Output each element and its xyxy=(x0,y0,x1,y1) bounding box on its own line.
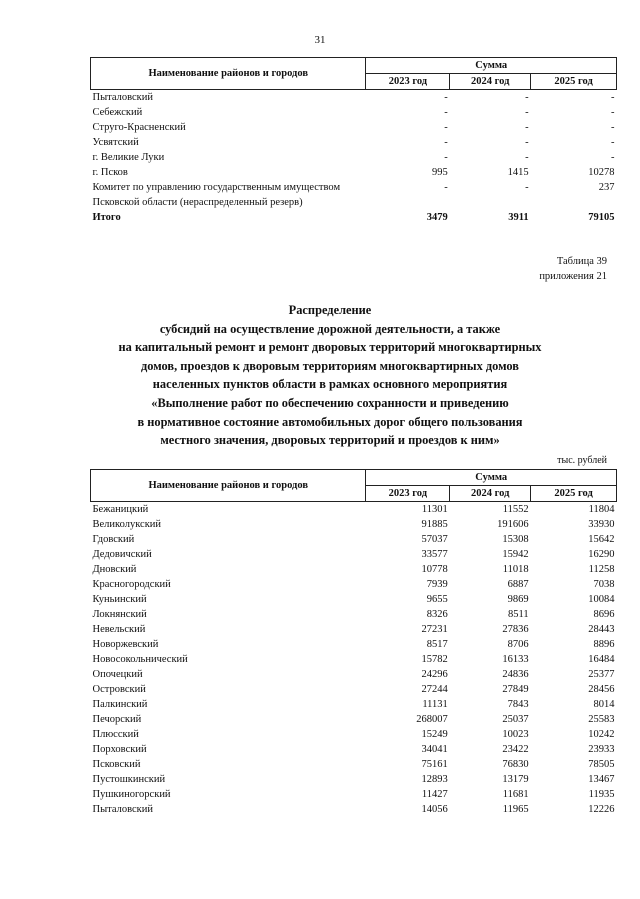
value-2023: 27231 xyxy=(421,624,448,635)
value-2025: - xyxy=(611,137,615,148)
row-name: Гдовский xyxy=(92,534,135,545)
table-row xyxy=(91,180,617,210)
value-2024: 27836 xyxy=(502,624,529,635)
value-2023: 995 xyxy=(432,167,448,178)
value-2025: 8014 xyxy=(593,699,615,710)
value-2025: 23933 xyxy=(588,744,615,755)
value-2023: 11131 xyxy=(422,699,448,710)
value-2024: 8511 xyxy=(508,609,529,620)
table-row xyxy=(91,787,617,802)
table-row xyxy=(91,757,617,772)
row-name: Усвятский xyxy=(92,137,139,148)
value-2025: 25583 xyxy=(588,714,615,725)
value-2025: 16484 xyxy=(588,654,615,665)
table-row xyxy=(91,772,617,787)
table-row xyxy=(91,517,617,532)
value-2023: 11427 xyxy=(421,789,448,800)
value-2025: 28456 xyxy=(588,684,615,695)
row-name: Островский xyxy=(92,684,146,695)
value-2025: 33930 xyxy=(588,519,615,530)
table-row xyxy=(91,742,617,757)
column-header-2025: 2025 год xyxy=(531,486,617,502)
value-2024: 8706 xyxy=(507,639,529,650)
table-row xyxy=(91,165,617,180)
total-row xyxy=(91,210,617,225)
heading-line: на капитальный ремонт и ремонт дворовых территорий многоквартирных xyxy=(118,340,542,355)
value-2024: - xyxy=(525,137,529,148)
value-2025: 13467 xyxy=(588,774,615,785)
row-name: Плюсский xyxy=(92,729,139,740)
units-label: тыс. рублей xyxy=(557,455,607,466)
value-2024: 27849 xyxy=(502,684,529,695)
row-name: Пушкиногорский xyxy=(92,789,171,800)
table-row xyxy=(91,652,617,667)
value-2023: 24296 xyxy=(421,669,448,680)
value-2023: 15782 xyxy=(421,654,448,665)
value-2025: 8696 xyxy=(593,609,615,620)
value-2023: 57037 xyxy=(421,534,448,545)
value-2023: 268007 xyxy=(416,714,448,725)
value-2025: 10242 xyxy=(588,729,615,740)
heading-line: субсидий на осуществление дорожной деятельности, а также xyxy=(159,321,501,336)
table-row xyxy=(91,637,617,652)
row-name: Пустошкинский xyxy=(92,774,166,785)
value-2024: 11018 xyxy=(502,564,529,575)
value-2023: 33577 xyxy=(421,549,448,560)
column-header-name: Наименование районов и городов xyxy=(91,58,366,90)
value-2024: - xyxy=(525,122,529,133)
row-name: Псковский xyxy=(92,759,141,770)
value-2023: 14056 xyxy=(421,804,448,815)
column-header-2023: 2023 год xyxy=(366,74,450,90)
value-2023: 12893 xyxy=(421,774,448,785)
value-2024: 11965 xyxy=(502,804,529,815)
value-2025: 11258 xyxy=(588,564,615,575)
row-name: Струго-Красненский xyxy=(92,122,186,133)
row-name: Дновский xyxy=(92,564,137,575)
table-row xyxy=(91,502,617,518)
row-name: Новоржевский xyxy=(92,639,159,650)
table-row xyxy=(91,682,617,697)
value-2025: 7038 xyxy=(593,579,615,590)
table-row xyxy=(91,622,617,637)
row-name: Порховский xyxy=(92,744,147,755)
value-2024: 25037 xyxy=(502,714,529,725)
value-2024: 191606 xyxy=(497,519,529,530)
row-name: Себежский xyxy=(92,107,143,118)
value-2023: 15249 xyxy=(421,729,448,740)
value-2024: 9869 xyxy=(507,594,529,605)
page-number: 31 xyxy=(314,34,326,46)
value-2024: 6887 xyxy=(507,579,529,590)
row-name: Печорский xyxy=(92,714,142,725)
table-number-note: Таблица 39 xyxy=(556,256,607,267)
table-row xyxy=(91,577,617,592)
table-row xyxy=(91,90,617,106)
continuation-table xyxy=(90,57,617,225)
value-2025: 8896 xyxy=(593,639,615,650)
heading-line: в нормативное состояние автомобильных дорог общего пользования xyxy=(137,414,523,429)
table-row xyxy=(91,150,617,165)
value-2024: 1415 xyxy=(507,167,529,178)
heading-line: Распределение xyxy=(288,303,372,317)
value-2023: - xyxy=(444,122,448,133)
row-name: Великолукский xyxy=(92,519,162,530)
value-2023: 75161 xyxy=(421,759,448,770)
table-row xyxy=(91,727,617,742)
row-name: Палкинский xyxy=(92,699,148,710)
table-row xyxy=(91,697,617,712)
value-2023: 8326 xyxy=(426,609,448,620)
total-label: Итого xyxy=(92,212,121,223)
table-row xyxy=(91,607,617,622)
value-2024: 15308 xyxy=(502,534,529,545)
value-2025: 237 xyxy=(598,182,615,193)
value-2023: 11301 xyxy=(421,504,448,515)
value-2025: 10084 xyxy=(588,594,615,605)
row-name: г. Великие Луки xyxy=(92,152,165,163)
document-heading xyxy=(60,301,600,450)
value-2025: 16290 xyxy=(588,549,615,560)
row-name: Пыталовский xyxy=(92,92,153,103)
value-2024: - xyxy=(525,107,529,118)
value-2023: 34041 xyxy=(421,744,448,755)
table-row xyxy=(91,802,617,817)
value-2024: 23422 xyxy=(502,744,529,755)
value-2023: - xyxy=(444,92,448,103)
table-row xyxy=(91,547,617,562)
heading-line: местного значения, дворовых территорий и проездов к ним» xyxy=(160,433,500,448)
column-header-2025: 2025 год xyxy=(531,74,617,90)
value-2023: 8517 xyxy=(426,639,448,650)
value-2024: 13179 xyxy=(502,774,529,785)
value-2024: 7843 xyxy=(507,699,529,710)
row-name: Локнянский xyxy=(92,609,147,620)
table-row xyxy=(91,120,617,135)
value-2025: 15642 xyxy=(588,534,615,545)
row-name: Дедовичский xyxy=(92,549,152,560)
heading-line: «Выполнение работ по обеспечению сохранности и приведению xyxy=(151,395,509,410)
row-name: Куньинский xyxy=(92,594,147,605)
column-header-2024: 2024 год xyxy=(450,74,531,90)
value-2025: - xyxy=(611,152,615,163)
value-2024: - xyxy=(525,152,529,163)
value-2025: 12226 xyxy=(588,804,615,815)
heading-line: населенных пунктов области в рамках основного мероприятия xyxy=(152,377,508,392)
value-2023: 91885 xyxy=(421,519,448,530)
value-2025: 28443 xyxy=(588,624,615,635)
column-header-sum: Сумма xyxy=(366,58,617,74)
row-name: Невельский xyxy=(92,624,146,635)
value-2023: 10778 xyxy=(421,564,448,575)
value-2024: 11681 xyxy=(502,789,529,800)
value-2024: - xyxy=(525,92,529,103)
value-2024: 24836 xyxy=(502,669,529,680)
row-name: Комитет по управлению государственным имуществом Псковской области (нераспределенный резерв) xyxy=(92,182,341,208)
value-2025: 11935 xyxy=(588,789,615,800)
value-2024: 76830 xyxy=(502,759,529,770)
appendix-note: приложения 21 xyxy=(539,271,607,282)
table-row xyxy=(91,135,617,150)
value-2023: 9655 xyxy=(426,594,448,605)
value-2024: 16133 xyxy=(502,654,529,665)
value-2025: 10278 xyxy=(588,167,615,178)
value-2025: 25377 xyxy=(588,669,615,680)
value-2023: - xyxy=(444,107,448,118)
column-header-2024: 2024 год xyxy=(450,486,531,502)
column-header-name: Наименование районов и городов xyxy=(91,470,366,502)
column-header-2023: 2023 год xyxy=(366,486,450,502)
value-2025: - xyxy=(611,92,615,103)
value-2025: - xyxy=(611,107,615,118)
table-row xyxy=(91,667,617,682)
row-name: Бежаницкий xyxy=(92,504,149,515)
value-2024: 10023 xyxy=(502,729,529,740)
table-row xyxy=(91,105,617,120)
value-2023: - xyxy=(444,152,448,163)
row-name: Новосокольнический xyxy=(92,654,188,665)
table-row xyxy=(91,712,617,727)
value-2025: - xyxy=(611,122,615,133)
row-name: г. Псков xyxy=(92,167,128,178)
table-row xyxy=(91,562,617,577)
value-2023: - xyxy=(444,137,448,148)
row-name: Опочецкий xyxy=(92,669,143,680)
value-2024: - xyxy=(525,182,529,193)
table-row xyxy=(91,592,617,607)
value-2025: 78505 xyxy=(588,759,615,770)
row-name: Красногородский xyxy=(92,579,171,590)
heading-line: домов, проездов к дворовым территориям многоквартирных домов xyxy=(141,358,519,373)
column-header-sum: Сумма xyxy=(366,470,617,486)
total-2025: 79105 xyxy=(588,212,615,223)
value-2025: 11804 xyxy=(588,504,615,515)
value-2023: - xyxy=(444,182,448,193)
row-name: Пыталовский xyxy=(92,804,153,815)
value-2024: 11552 xyxy=(502,504,529,515)
value-2024: 15942 xyxy=(502,549,529,560)
value-2023: 7939 xyxy=(426,579,448,590)
total-2024: 3911 xyxy=(508,212,529,223)
distribution-table xyxy=(90,469,617,817)
value-2023: 27244 xyxy=(421,684,448,695)
table-row xyxy=(91,532,617,547)
total-2023: 3479 xyxy=(426,212,448,223)
